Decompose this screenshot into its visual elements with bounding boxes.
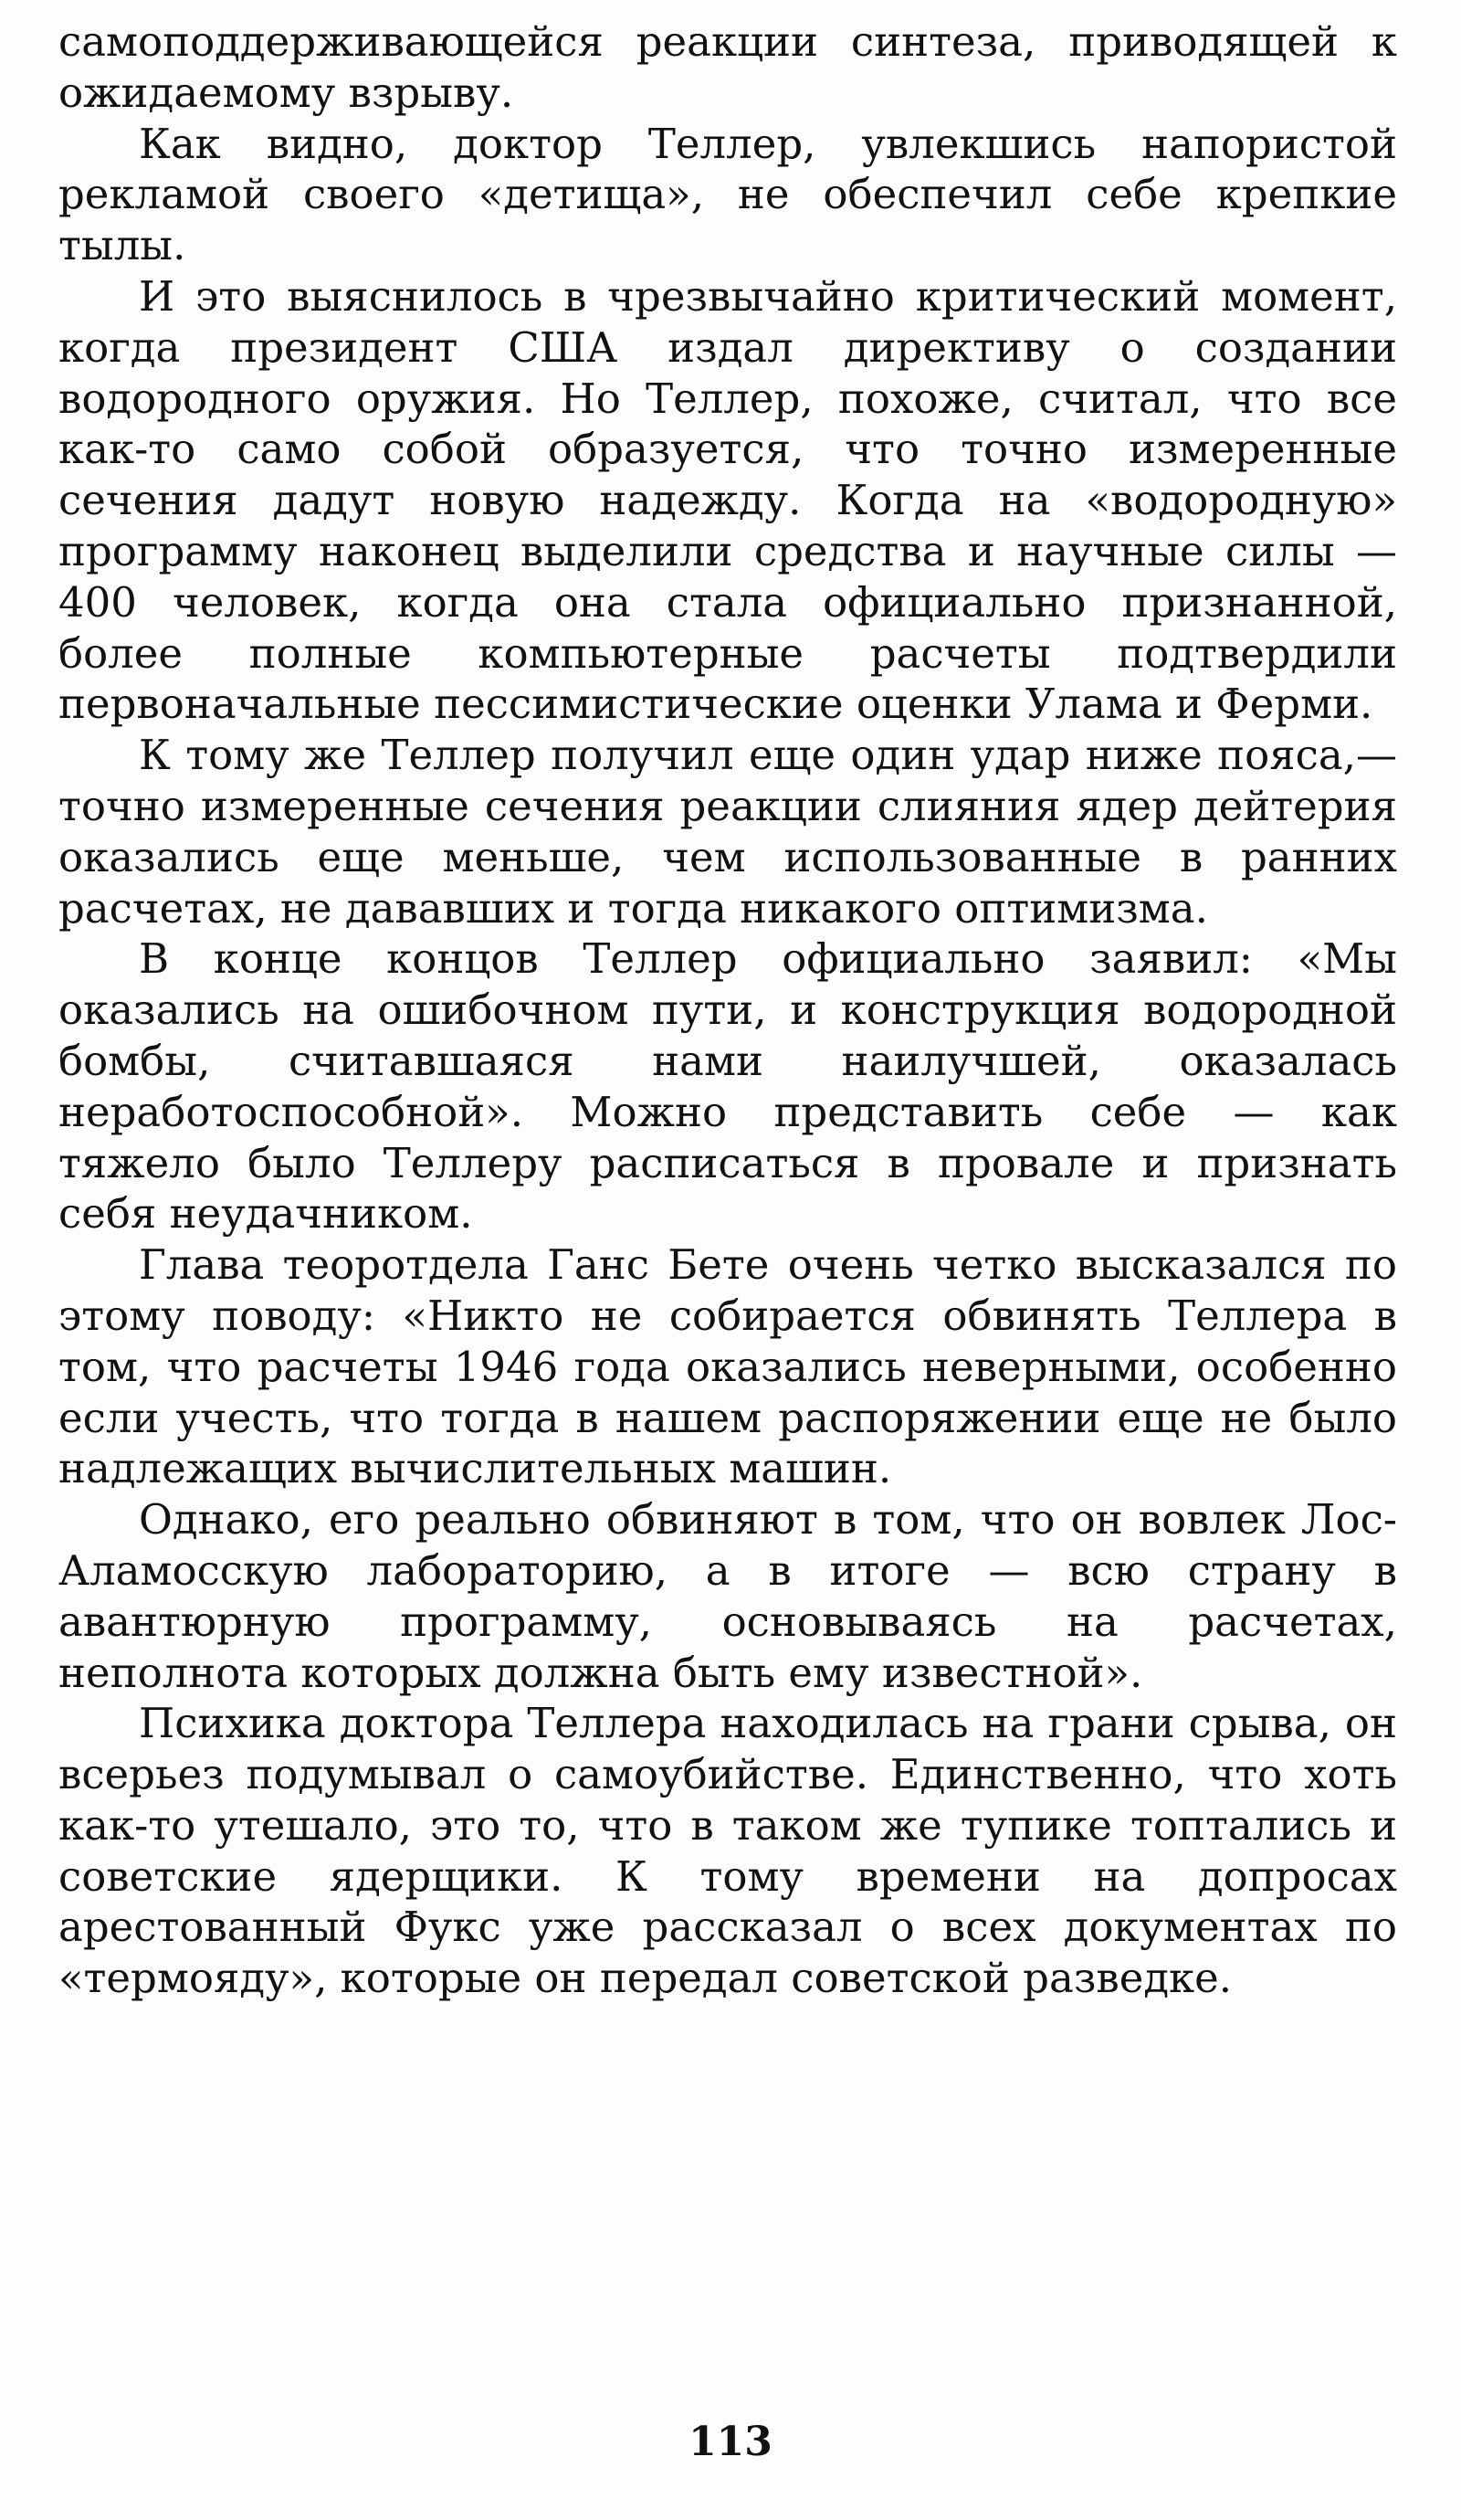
paragraph-3: И это выяснилось в чрезвычайно критический момент, когда президент США издал директиву о создании водородного оружия. Но Теллер, похоже, считал, что все как-то само собой образуется, что точно измеренные сечения дадут новую надежду. Когда на «водородную» программу наконец выделили средства и научные силы — 400 человек, когда она стала официально признанной, более полные компьютерные расчеты подтвердили первоначальные пессимистические оценки Улама и Ферми. [58,271,1397,729]
paragraph-4: К тому же Теллер получил еще один удар ниже пояса,— точно измеренные сечения реакции слияния ядер дейтерия оказались еще меньше, чем использованные в ранних расчетах, не дававших и тогда никакого оптимизма. [58,731,1397,933]
body-text [58,16,1397,2004]
paragraph-7: Однако, его реально обвиняют в том, что он вовлек Лос-Аламосскую лабораторию, а в итоге — всю страну в авантюрную программу, основываясь на расчетах, неполнота которых должна быть ему известной». [58,1495,1397,1697]
paragraph-2: Как видно, доктор Теллер, увлекшись напористой рекламой своего «детища», не обеспечил себе крепкие тылы. [58,119,1397,270]
paragraph-5: В конце концов Теллер официально заявил: «Мы оказались на ошибочном пути, и конструкция водородной бомбы, считавшаяся нами наилучшей, оказалась неработоспособной». Можно представить себе — как тяжело было Теллеру расписаться в провале и признать себя неудачником. [58,934,1397,1239]
page-number: 113 [688,2419,773,2465]
paragraph-1: самоподдерживающейся реакции синтеза, приводящей к ожидаемому взрыву. [58,17,1397,117]
paragraph-6: Глава теоротдела Ганс Бете очень четко высказался по этому поводу: «Никто не собирается обвинять Теллера в том, что расчеты 1946 года оказались неверными, особенно если учесть, что тогда в нашем распоряжении еще не было надлежащих вычислительных машин. [58,1240,1397,1493]
paragraph-8: Психика доктора Теллера находилась на грани срыва, он всерьез подумывал о самоубийстве. Единственно, что хоть как-то утешало, это то, что в таком же тупике топтались и советские ядерщики. К тому времени на допросах арестованный Фукс уже рассказал о всех документах по «термояду», которые он передал советской разведке. [58,1699,1397,2003]
